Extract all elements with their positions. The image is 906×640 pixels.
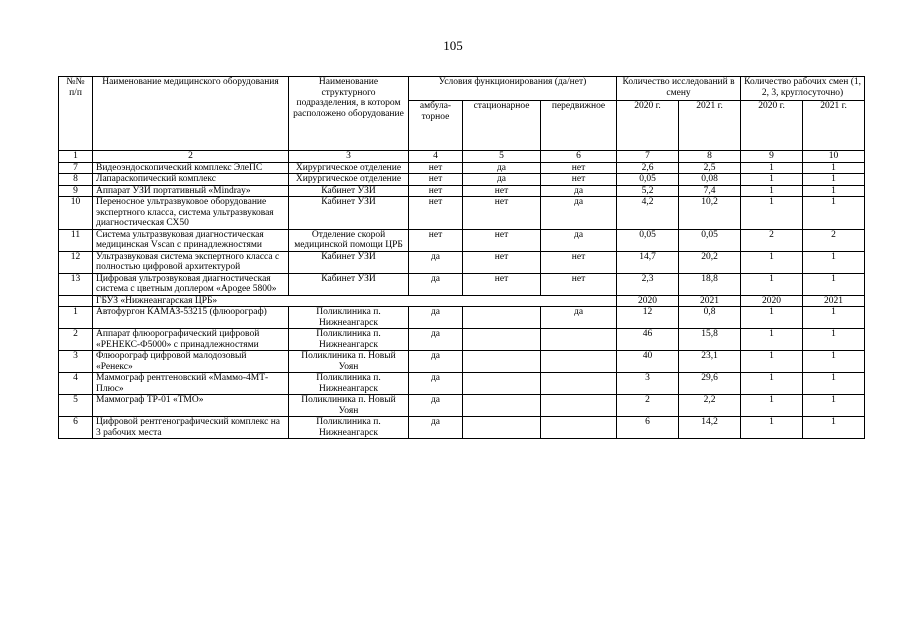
mobile-cell <box>541 351 617 373</box>
shifts-2020: 1 <box>741 395 803 417</box>
studies-2020: 46 <box>617 329 679 351</box>
ambulatory-cell: нет <box>409 229 463 251</box>
column-number: 1 <box>59 151 93 163</box>
mobile-cell: да <box>541 197 617 230</box>
row-number: 6 <box>59 417 93 439</box>
shifts-2021: 1 <box>803 251 865 273</box>
header-ambulatory: амбула-торное <box>409 101 463 151</box>
table-row <box>59 174 865 186</box>
studies-2021: 2,2 <box>679 395 741 417</box>
shifts-2020: 1 <box>741 162 803 174</box>
shifts-2020: 1 <box>741 373 803 395</box>
studies-2020: 3 <box>617 373 679 395</box>
studies-2020: 5,2 <box>617 185 679 197</box>
table-body <box>59 151 865 439</box>
row-number: 3 <box>59 351 93 373</box>
header-stationary: стационарное <box>463 101 541 151</box>
table-row <box>59 307 865 329</box>
ambulatory-cell: да <box>409 373 463 395</box>
unit-name: Поликлиника п. Нижнеангарск <box>289 373 409 395</box>
unit-name: Поликлиника п. Новый Уоян <box>289 395 409 417</box>
mobile-cell: да <box>541 229 617 251</box>
stationary-cell: да <box>463 162 541 174</box>
table-row <box>59 229 865 251</box>
ambulatory-cell: нет <box>409 162 463 174</box>
section-studies-2020: 2020 <box>617 295 679 307</box>
mobile-cell <box>541 417 617 439</box>
unit-name: Кабинет УЗИ <box>289 185 409 197</box>
shifts-2021: 2 <box>803 229 865 251</box>
ambulatory-cell: нет <box>409 197 463 230</box>
equipment-name: Маммограф рентгеновский «Маммо-4МТ-Плюс» <box>93 373 289 395</box>
row-number: 5 <box>59 395 93 417</box>
row-number: 11 <box>59 229 93 251</box>
studies-2021: 2,5 <box>679 162 741 174</box>
ambulatory-cell: да <box>409 307 463 329</box>
header-name: Наименование медицинского оборудования <box>93 77 289 151</box>
table-row <box>59 351 865 373</box>
ambulatory-cell: да <box>409 395 463 417</box>
shifts-2021: 1 <box>803 373 865 395</box>
unit-name: Хирургическое отделение <box>289 174 409 186</box>
column-number: 8 <box>679 151 741 163</box>
shifts-2020: 1 <box>741 251 803 273</box>
shifts-2020: 1 <box>741 417 803 439</box>
equipment-name: Цифровой рентгенографический комплекс на 3 рабочих места <box>93 417 289 439</box>
ambulatory-cell: да <box>409 273 463 295</box>
stationary-cell <box>463 307 541 329</box>
shifts-2020: 1 <box>741 273 803 295</box>
header-unit: Наименование структурного подразделения, в котором расположено оборудование <box>289 77 409 151</box>
row-number: 1 <box>59 307 93 329</box>
studies-2021: 20,2 <box>679 251 741 273</box>
stationary-cell: да <box>463 174 541 186</box>
unit-name: Кабинет УЗИ <box>289 273 409 295</box>
table-row <box>59 417 865 439</box>
ambulatory-cell: да <box>409 417 463 439</box>
stationary-cell <box>463 351 541 373</box>
column-number: 3 <box>289 151 409 163</box>
studies-2020: 40 <box>617 351 679 373</box>
column-number: 7 <box>617 151 679 163</box>
unit-name: Поликлиника п. Нижнеангарск <box>289 307 409 329</box>
studies-2021: 7,4 <box>679 185 741 197</box>
stationary-cell <box>463 395 541 417</box>
shifts-2021: 1 <box>803 185 865 197</box>
equipment-name: Цифровая ультрозвуковая диагностическая система с цветным доплером «Apogee 5800» <box>93 273 289 295</box>
header-num: №№ п/п <box>59 77 93 151</box>
row-number: 9 <box>59 185 93 197</box>
column-number: 10 <box>803 151 865 163</box>
stationary-cell <box>463 417 541 439</box>
equipment-name: Маммограф ТР-01 «ТМО» <box>93 395 289 417</box>
mobile-cell <box>541 329 617 351</box>
studies-2021: 15,8 <box>679 329 741 351</box>
shifts-2020: 1 <box>741 351 803 373</box>
stationary-cell <box>463 373 541 395</box>
mobile-cell: нет <box>541 174 617 186</box>
table-row <box>59 251 865 273</box>
page-number: 105 <box>443 38 463 53</box>
mobile-cell: нет <box>541 162 617 174</box>
studies-2020: 0,05 <box>617 174 679 186</box>
ambulatory-cell: да <box>409 251 463 273</box>
table-row <box>59 373 865 395</box>
ambulatory-cell: нет <box>409 185 463 197</box>
section-row <box>59 295 865 307</box>
unit-name: Поликлиника п. Нижнеангарск <box>289 329 409 351</box>
mobile-cell: нет <box>541 273 617 295</box>
header-shifts-2020: 2020 г. <box>741 101 803 151</box>
studies-2020: 14,7 <box>617 251 679 273</box>
unit-name: Поликлиника п. Нижнеангарск <box>289 417 409 439</box>
shifts-2021: 1 <box>803 417 865 439</box>
header-mobile: передвижное <box>541 101 617 151</box>
ambulatory-cell: да <box>409 351 463 373</box>
studies-2020: 2,3 <box>617 273 679 295</box>
shifts-2020: 1 <box>741 185 803 197</box>
mobile-cell: да <box>541 185 617 197</box>
studies-2020: 6 <box>617 417 679 439</box>
column-number: 9 <box>741 151 803 163</box>
section-studies-2021: 2021 <box>679 295 741 307</box>
row-number: 4 <box>59 373 93 395</box>
table-row <box>59 197 865 230</box>
unit-name: Поликлиника п. Новый Уоян <box>289 351 409 373</box>
equipment-name: Система ультразвуковая диагностическая медицинская Vscan с принадлежностями <box>93 229 289 251</box>
studies-2021: 10,2 <box>679 197 741 230</box>
table-row <box>59 162 865 174</box>
studies-2021: 29,6 <box>679 373 741 395</box>
studies-2021: 18,8 <box>679 273 741 295</box>
studies-2020: 2,6 <box>617 162 679 174</box>
row-number: 8 <box>59 174 93 186</box>
equipment-name: Видеоэндоскопический комплекс ЭлеПС <box>93 162 289 174</box>
section-title: ГБУЗ «Нижнеангарская ЦРБ» <box>93 295 617 307</box>
stationary-cell: нет <box>463 197 541 230</box>
table-row <box>59 185 865 197</box>
table-header <box>59 77 865 151</box>
equipment-name: Ультразвуковая система экспертного класса с полностью цифровой архитектурой <box>93 251 289 273</box>
shifts-2021: 1 <box>803 395 865 417</box>
equipment-name: Флюорограф цифровой малодозовый «Ренекс» <box>93 351 289 373</box>
studies-2021: 0,8 <box>679 307 741 329</box>
shifts-2021: 1 <box>803 307 865 329</box>
studies-2021: 0,08 <box>679 174 741 186</box>
stationary-cell: нет <box>463 273 541 295</box>
table-row <box>59 329 865 351</box>
shifts-2020: 2 <box>741 229 803 251</box>
header-conditions: Условия функционирования (да/нет) <box>409 77 617 101</box>
row-number: 10 <box>59 197 93 230</box>
table-row <box>59 273 865 295</box>
row-number: 12 <box>59 251 93 273</box>
studies-2021: 14,2 <box>679 417 741 439</box>
studies-2021: 0,05 <box>679 229 741 251</box>
equipment-name: Аппарат УЗИ портативный «Mindray» <box>93 185 289 197</box>
shifts-2021: 1 <box>803 351 865 373</box>
mobile-cell: нет <box>541 251 617 273</box>
studies-2020: 12 <box>617 307 679 329</box>
table-row <box>59 395 865 417</box>
section-shifts-2020: 2020 <box>741 295 803 307</box>
unit-name: Кабинет УЗИ <box>289 251 409 273</box>
row-number: 13 <box>59 273 93 295</box>
shifts-2021: 1 <box>803 329 865 351</box>
column-number: 2 <box>93 151 289 163</box>
header-shifts: Количество рабочих смен (1, 2, 3, круглосуточно) <box>741 77 865 101</box>
equipment-name: Лапараскопический комплекс <box>93 174 289 186</box>
unit-name: Отделение скорой медицинской помощи ЦРБ <box>289 229 409 251</box>
section-shifts-2021: 2021 <box>803 295 865 307</box>
unit-name: Хирургическое отделение <box>289 162 409 174</box>
studies-2021: 23,1 <box>679 351 741 373</box>
stationary-cell: нет <box>463 185 541 197</box>
studies-2020: 4,2 <box>617 197 679 230</box>
mobile-cell <box>541 395 617 417</box>
header-studies: Количество исследований в смену <box>617 77 741 101</box>
column-number-row <box>59 151 865 163</box>
equipment-name: Автофургон КАМАЗ-53215 (флюорограф) <box>93 307 289 329</box>
stationary-cell: нет <box>463 229 541 251</box>
header-studies-2021: 2021 г. <box>679 101 741 151</box>
column-number: 6 <box>541 151 617 163</box>
unit-name: Кабинет УЗИ <box>289 197 409 230</box>
shifts-2021: 1 <box>803 174 865 186</box>
shifts-2021: 1 <box>803 162 865 174</box>
ambulatory-cell: нет <box>409 174 463 186</box>
column-number: 4 <box>409 151 463 163</box>
equipment-name: Аппарат флюорографический цифровой «РЕНЕКС-Ф5000» с принадлежностями <box>93 329 289 351</box>
mobile-cell <box>541 373 617 395</box>
shifts-2021: 1 <box>803 197 865 230</box>
row-number: 7 <box>59 162 93 174</box>
equipment-table <box>58 76 865 439</box>
shifts-2020: 1 <box>741 329 803 351</box>
mobile-cell: да <box>541 307 617 329</box>
shifts-2020: 1 <box>741 307 803 329</box>
column-number: 5 <box>463 151 541 163</box>
header-studies-2020: 2020 г. <box>617 101 679 151</box>
studies-2020: 0,05 <box>617 229 679 251</box>
shifts-2020: 1 <box>741 197 803 230</box>
shifts-2020: 1 <box>741 174 803 186</box>
stationary-cell <box>463 329 541 351</box>
row-number: 2 <box>59 329 93 351</box>
studies-2020: 2 <box>617 395 679 417</box>
ambulatory-cell: да <box>409 329 463 351</box>
stationary-cell: нет <box>463 251 541 273</box>
shifts-2021: 1 <box>803 273 865 295</box>
equipment-name: Переносное ультразвуковое оборудование экспертного класса, система ультразвуковая диагностическая СХ50 <box>93 197 289 230</box>
header-shifts-2021: 2021 г. <box>803 101 865 151</box>
